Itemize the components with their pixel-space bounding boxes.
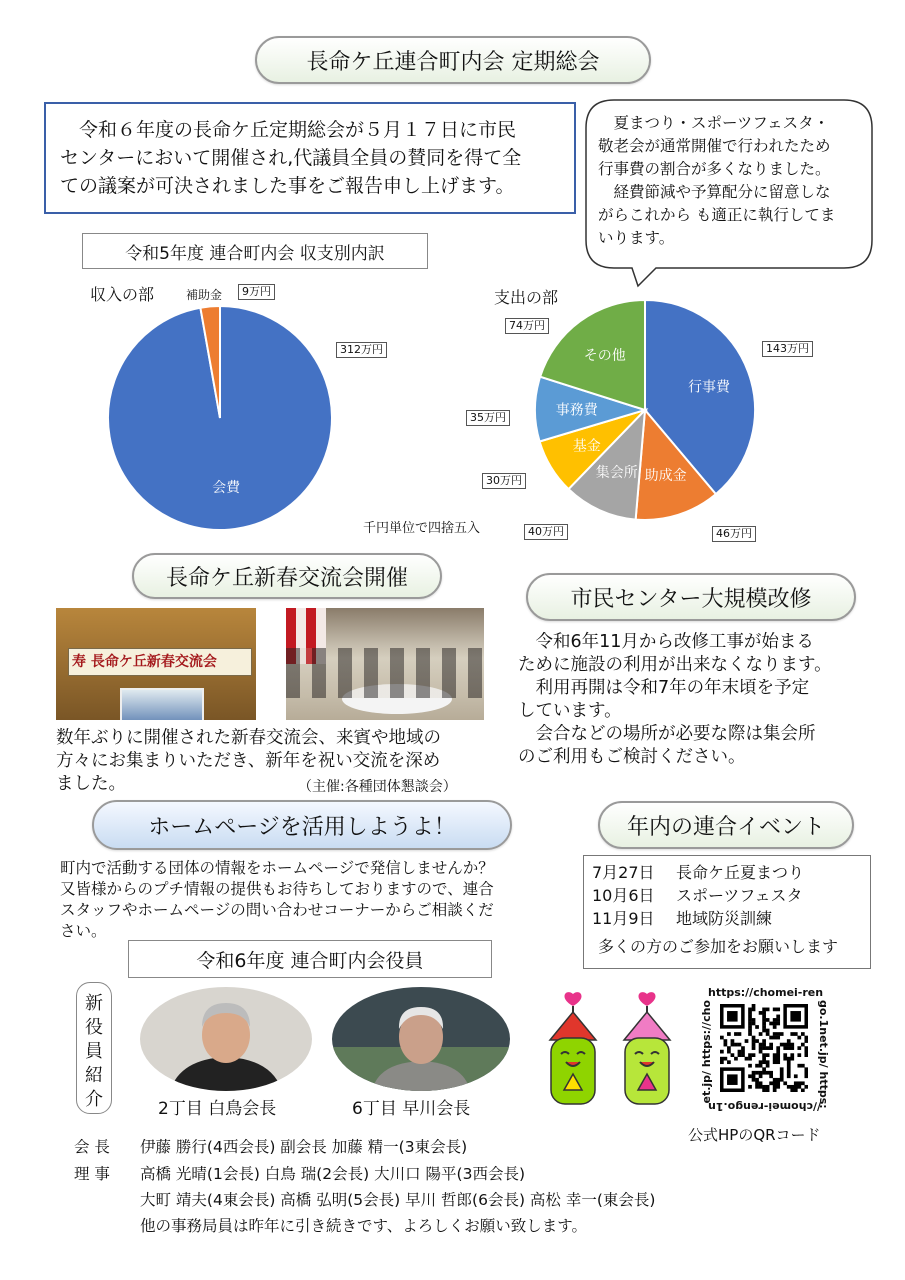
- qr-module: [741, 1046, 745, 1050]
- finance-note: 千円単位で四捨五入: [363, 521, 481, 536]
- qr-module: [727, 1060, 731, 1064]
- qr-module: [790, 1053, 794, 1057]
- qr-module: [762, 1057, 766, 1061]
- qr-module: [783, 1057, 787, 1061]
- qr-module: [801, 1064, 805, 1068]
- event-1-date: 7月27日: [592, 863, 655, 882]
- qr-module: [755, 1064, 759, 1068]
- page-title-text: 長命ケ丘連合町内会 定期総会: [306, 49, 600, 75]
- qr-module: [804, 1071, 808, 1075]
- qr-module: [738, 1043, 742, 1047]
- qr-module: [804, 1050, 808, 1054]
- qr-module: [752, 1053, 756, 1057]
- qr-module: [769, 1036, 773, 1040]
- qr-module: [776, 1036, 780, 1040]
- qr-module: [773, 1025, 777, 1029]
- qr-module: [766, 1018, 770, 1022]
- qr-module: [776, 1081, 780, 1085]
- bubble-line-4: 経費節減や予算配分に留意しな: [598, 183, 831, 201]
- expense-value-hall: 40万円: [524, 524, 568, 540]
- qr-module: [794, 1081, 798, 1085]
- qr-module: [783, 1053, 787, 1057]
- qr-module: [773, 1060, 777, 1064]
- portrait-hayakawa: [332, 987, 510, 1091]
- income-value-dues: 312万円: [336, 342, 387, 358]
- newyear-title-text: 長命ケ丘新春交流会開催: [165, 565, 408, 591]
- qr-module: [787, 1064, 791, 1068]
- newyear-title: [132, 553, 442, 599]
- qr-module: [752, 1074, 756, 1078]
- qr-module: [787, 1043, 791, 1047]
- qr-module: [759, 1043, 763, 1047]
- qr-module: [724, 1043, 728, 1047]
- pie-slice-label-2: 集会所: [595, 465, 638, 482]
- qr-module: [748, 1008, 752, 1012]
- portrait-shiratori: [140, 987, 312, 1091]
- expense-value-fund: 30万円: [482, 473, 526, 489]
- qr-module: [787, 1057, 791, 1061]
- qr-module: [762, 1053, 766, 1057]
- qr-module: [731, 1053, 735, 1057]
- qr-module: [773, 1081, 777, 1085]
- qr-module: [734, 1057, 738, 1061]
- vertical-char-3: 員: [85, 1041, 103, 1062]
- qr-module: [720, 1050, 724, 1054]
- qr-module: [797, 1085, 801, 1089]
- finance-title: [82, 233, 428, 269]
- qr-module: [755, 1039, 759, 1043]
- income-label-subsidy: 補助金: [186, 288, 223, 302]
- intro-line-3: ての議案が可決されました事をご報告申し上げます。: [60, 175, 515, 197]
- pie-slice-label-1: 助成金: [644, 468, 687, 485]
- homepage-line-1: 町内で活動する団体の情報をホームページで発信しませんか？: [60, 859, 494, 877]
- qr-module: [759, 1046, 763, 1050]
- qr-module: [748, 1025, 752, 1029]
- qr-module: [766, 1085, 770, 1089]
- event-3-date: 11月9日: [592, 909, 655, 928]
- mascot-pink-icon: [620, 992, 674, 1110]
- qr-module: [759, 1032, 763, 1036]
- officers-vertical-label: [76, 982, 112, 1114]
- pie-slice-label-4: 事務費: [555, 402, 598, 419]
- vertical-char-2: 役: [85, 1017, 103, 1038]
- qr-module: [776, 1053, 780, 1057]
- qr-module: [804, 1085, 808, 1089]
- qr-module: [766, 1060, 770, 1064]
- qr-module: [787, 1067, 791, 1071]
- renovation-line-1: 令和6年11月から改修工事が始まる: [518, 632, 814, 652]
- qr-module: [738, 1053, 742, 1057]
- events-title: [598, 801, 854, 849]
- qr-module: [797, 1046, 801, 1050]
- qr-module: [801, 1088, 805, 1092]
- mascot-red-icon: [546, 992, 600, 1110]
- qr-module: [752, 1004, 756, 1008]
- qr-module: [773, 1018, 777, 1022]
- qr-module: [748, 1015, 752, 1019]
- qr-module: [773, 1088, 777, 1092]
- qr-module: [766, 1064, 770, 1068]
- qr-module: [762, 1025, 766, 1029]
- qr-module: [776, 1060, 780, 1064]
- qr-url-right: go.1net.jp/ https:: [817, 1000, 830, 1109]
- homepage-line-2: 又皆様からのプチ情報の提供もお待ちしておりますので、連合: [60, 880, 494, 898]
- qr-module: [727, 1050, 731, 1054]
- qr-module: [762, 1085, 766, 1089]
- qr-module: [738, 1032, 742, 1036]
- qr-module: [776, 1015, 780, 1019]
- officer-row1-text: 伊藤 勝行(4西会長) 副会長 加藤 精一(3東会長): [140, 1138, 468, 1156]
- pie-slice-label-3: 基金: [572, 438, 601, 455]
- qr-module: [720, 1060, 724, 1064]
- qr-module: [762, 1060, 766, 1064]
- qr-module: [748, 1064, 752, 1068]
- qr-url-top: https://chomei-ren: [708, 986, 824, 999]
- renovation-line-5: 会合などの場所が必要な際は集会所: [518, 724, 816, 744]
- qr-module: [783, 1081, 787, 1085]
- qr-module: [755, 1025, 759, 1029]
- qr-module: [794, 1088, 798, 1092]
- qr-module: [766, 1046, 770, 1050]
- photo-banner-text: 寿 長命ケ丘新春交流会: [72, 654, 217, 670]
- qr-module: [759, 1011, 763, 1015]
- qr-module: [773, 1036, 777, 1040]
- officer-row3-text: 大町 靖夫(4東会長) 高橋 弘明(5会長) 早川 哲郎(6会長) 高松 幸一(東会長): [140, 1191, 656, 1209]
- intro-line-2: センターにおいて開催され,代議員全員の賛同を得て全: [60, 147, 522, 169]
- qr-module: [755, 1078, 759, 1082]
- expense-pie-chart: [525, 290, 765, 530]
- event-3-name: 地域防災訓練: [676, 909, 773, 928]
- qr-module: [780, 1071, 784, 1075]
- qr-module: [766, 1008, 770, 1012]
- qr-module: [759, 1050, 763, 1054]
- vertical-char-5: 介: [85, 1089, 103, 1110]
- qr-module: [755, 1071, 759, 1075]
- qr-module: [762, 1067, 766, 1071]
- qr-finder: [727, 1011, 738, 1022]
- qr-module: [755, 1081, 759, 1085]
- qr-module: [787, 1085, 791, 1089]
- qr-module: [773, 1053, 777, 1057]
- expense-value-grant: 46万円: [712, 526, 756, 542]
- qr-module: [790, 1043, 794, 1047]
- qr-module: [762, 1039, 766, 1043]
- newyear-line-1: 数年ぶりに開催された新春交流会、来賓や地域の: [56, 728, 441, 748]
- bubble-line-3: 行事費の割合が多くなりました。: [598, 160, 831, 178]
- qr-url-left: et.jp/ https://cho: [700, 1000, 713, 1104]
- qr-code-icon[interactable]: [720, 1004, 808, 1092]
- income-chart-title: 収入の部: [90, 285, 155, 304]
- qr-finder: [727, 1074, 738, 1085]
- qr-module: [783, 1046, 787, 1050]
- qr-module: [780, 1067, 784, 1071]
- renovation-title-text: 市民センター大規模改修: [570, 586, 812, 612]
- event-1-name: 長命ケ丘夏まつり: [676, 863, 805, 882]
- qr-module: [720, 1036, 724, 1040]
- qr-module: [759, 1071, 763, 1075]
- qr-module: [776, 1022, 780, 1026]
- qr-module: [748, 1053, 752, 1057]
- qr-module: [727, 1032, 731, 1036]
- qr-module: [762, 1088, 766, 1092]
- qr-module: [752, 1043, 756, 1047]
- qr-module: [752, 1039, 756, 1043]
- qr-module: [752, 1071, 756, 1075]
- qr-module: [804, 1036, 808, 1040]
- qr-module: [801, 1081, 805, 1085]
- qr-module: [720, 1057, 724, 1061]
- qr-module: [769, 1046, 773, 1050]
- qr-module: [780, 1032, 784, 1036]
- qr-module: [759, 1064, 763, 1068]
- qr-module: [804, 1067, 808, 1071]
- qr-module: [804, 1053, 808, 1057]
- homepage-title-text: ホームページを活用しようよ！: [148, 814, 456, 840]
- qr-module: [776, 1050, 780, 1054]
- qr-module: [769, 1043, 773, 1047]
- homepage-line-3: スタッフやホームページの問い合わせコーナーからご相談くだ: [60, 901, 494, 919]
- qr-module: [724, 1039, 728, 1043]
- events-title-text: 年内の連合イベント: [626, 814, 825, 840]
- qr-module: [790, 1057, 794, 1061]
- qr-module: [759, 1085, 763, 1089]
- qr-module: [773, 1008, 777, 1012]
- qr-module: [755, 1085, 759, 1089]
- qr-module: [762, 1011, 766, 1015]
- intro-box: [44, 102, 576, 214]
- qr-module: [762, 1022, 766, 1026]
- qr-module: [762, 1015, 766, 1019]
- qr-module: [787, 1074, 791, 1078]
- qr-module: [801, 1043, 805, 1047]
- page-title: [255, 36, 651, 84]
- qr-module: [769, 1022, 773, 1026]
- qr-module: [752, 1078, 756, 1082]
- photo-painting: [120, 688, 204, 720]
- qr-module: [776, 1046, 780, 1050]
- qr-module: [773, 1057, 777, 1061]
- qr-module: [748, 1011, 752, 1015]
- intro-line-1: 令和６年度の長命ケ丘定期総会が５月１７日に市民: [60, 119, 517, 141]
- qr-module: [797, 1081, 801, 1085]
- qr-module: [769, 1074, 773, 1078]
- qr-module: [727, 1046, 731, 1050]
- qr-module: [783, 1043, 787, 1047]
- qr-url-bottom: //chomei-rengo.1n: [708, 1100, 822, 1113]
- qr-module: [794, 1085, 798, 1089]
- qr-module: [759, 1081, 763, 1085]
- officers-title-text: 令和6年度 連合町内会役員: [196, 949, 424, 972]
- qr-module: [766, 1053, 770, 1057]
- qr-module: [801, 1032, 805, 1036]
- qr-module: [748, 1085, 752, 1089]
- qr-module: [780, 1074, 784, 1078]
- qr-module: [766, 1088, 770, 1092]
- qr-module: [731, 1043, 735, 1047]
- photo-people: [286, 648, 484, 698]
- qr-module: [780, 1043, 784, 1047]
- officers-title: [128, 940, 492, 978]
- qr-module: [797, 1036, 801, 1040]
- qr-module: [776, 1018, 780, 1022]
- vertical-char-1: 新: [85, 993, 103, 1014]
- homepage-title: [92, 800, 512, 850]
- renovation-line-6: のご利用もご検討ください。: [518, 747, 746, 767]
- qr-module: [794, 1032, 798, 1036]
- qr-module: [787, 1039, 791, 1043]
- officer-row4-text: 他の事務局員は昨年に引き続きです、よろしくお願い致します。: [140, 1217, 588, 1235]
- qr-module: [759, 1074, 763, 1078]
- qr-module: [797, 1053, 801, 1057]
- qr-module: [734, 1032, 738, 1036]
- qr-module: [762, 1029, 766, 1033]
- newyear-photo-crowd: [286, 608, 484, 720]
- qr-module: [773, 1032, 777, 1036]
- qr-module: [748, 1057, 752, 1061]
- qr-module: [766, 1032, 770, 1036]
- expense-value-other: 74万円: [505, 318, 549, 334]
- qr-module: [790, 1085, 794, 1089]
- qr-module: [787, 1046, 791, 1050]
- qr-module: [734, 1043, 738, 1047]
- qr-module: [745, 1039, 749, 1043]
- income-pie-chart: [100, 290, 360, 550]
- qr-module: [776, 1085, 780, 1089]
- qr-module: [748, 1018, 752, 1022]
- bubble-line-2: 敬老会が通常開催で行われたため: [598, 137, 831, 155]
- events-footer: 多くの方のご参加をお願いします: [598, 937, 839, 956]
- qr-module: [776, 1032, 780, 1036]
- qr-module: [731, 1039, 735, 1043]
- officer-row2-role: 理 事: [74, 1165, 110, 1183]
- renovation-line-3: 利用再開は令和7年の年末頃を予定: [518, 678, 810, 698]
- renovation-title: [526, 573, 856, 621]
- qr-module: [724, 1057, 728, 1061]
- qr-module: [776, 1057, 780, 1061]
- newyear-line-2: 方々にお集まりいただき、新年を祝い交流を深め: [56, 751, 441, 771]
- qr-module: [787, 1060, 791, 1064]
- expense-chart-title: 支出の部: [494, 288, 559, 307]
- qr-module: [748, 1074, 752, 1078]
- newyear-credit: （主催:各種団体懇談会）: [298, 779, 457, 795]
- qr-module: [780, 1078, 784, 1082]
- qr-module: [790, 1088, 794, 1092]
- income-value-subsidy: 9万円: [238, 284, 275, 300]
- qr-module: [752, 1022, 756, 1026]
- qr-module: [776, 1078, 780, 1082]
- renovation-line-4: しています。: [518, 701, 622, 721]
- officer-row1-role: 会 長: [74, 1138, 110, 1156]
- qr-module: [741, 1053, 745, 1057]
- qr-module: [797, 1064, 801, 1068]
- qr-module: [773, 1085, 777, 1089]
- president-2-caption: 6丁目 早川会長: [352, 1099, 471, 1119]
- bubble-line-1: 夏まつり・スポーツフェスタ・: [598, 114, 830, 132]
- qr-module: [804, 1074, 808, 1078]
- qr-module: [759, 1060, 763, 1064]
- qr-module: [752, 1046, 756, 1050]
- qr-module: [804, 1039, 808, 1043]
- qr-module: [776, 1008, 780, 1012]
- event-2-name: スポーツフェスタ: [676, 886, 803, 905]
- qr-module: [762, 1018, 766, 1022]
- qr-module: [762, 1071, 766, 1075]
- qr-module: [748, 1029, 752, 1033]
- president-1-caption: 2丁目 白鳥会長: [158, 1099, 277, 1119]
- qr-module: [752, 1008, 756, 1012]
- finance-title-text: 令和5年度 連合町内会 収支別内訳: [125, 243, 385, 264]
- qr-module: [790, 1032, 794, 1036]
- pie-slice-label-0: 会費: [212, 480, 241, 497]
- qr-module: [762, 1043, 766, 1047]
- qr-module: [787, 1071, 791, 1075]
- renovation-line-2: ために施設の利用が出来なくなります。: [518, 655, 832, 675]
- expense-value-office: 35万円: [466, 410, 510, 426]
- qr-module: [762, 1008, 766, 1012]
- qr-caption: 公式HPのQRコード: [688, 1126, 821, 1144]
- qr-module: [745, 1057, 749, 1061]
- pie-slice-label-0: 行事費: [688, 379, 731, 396]
- qr-module: [766, 1071, 770, 1075]
- qr-finder: [790, 1011, 801, 1022]
- qr-module: [794, 1074, 798, 1078]
- qr-module: [769, 1081, 773, 1085]
- bubble-line-5: がらこれから も適正に執行してま: [598, 206, 836, 224]
- qr-module: [773, 1022, 777, 1026]
- newyear-line-3: ました。: [56, 774, 126, 794]
- qr-module: [752, 1036, 756, 1040]
- qr-module: [741, 1050, 745, 1054]
- event-2-date: 10月6日: [592, 886, 655, 905]
- officer-row2-text: 高橋 光晴(1会長) 白鳥 瑞(2会長) 大川口 陽平(3西会長): [140, 1165, 526, 1183]
- qr-module: [738, 1050, 742, 1054]
- qr-module: [769, 1071, 773, 1075]
- qr-module: [766, 1029, 770, 1033]
- expense-value-events: 143万円: [762, 341, 813, 357]
- vertical-char-4: 紹: [85, 1065, 103, 1086]
- pie-slice-label-5: その他: [583, 347, 626, 364]
- newyear-photo-banner: [56, 608, 256, 720]
- qr-module: [752, 1018, 756, 1022]
- qr-module: [748, 1022, 752, 1026]
- qr-module: [790, 1046, 794, 1050]
- bubble-line-6: いります。: [598, 229, 675, 247]
- qr-module: [748, 1032, 752, 1036]
- qr-module: [804, 1046, 808, 1050]
- qr-module: [762, 1046, 766, 1050]
- homepage-line-4: さい。: [60, 922, 107, 940]
- qr-module: [773, 1078, 777, 1082]
